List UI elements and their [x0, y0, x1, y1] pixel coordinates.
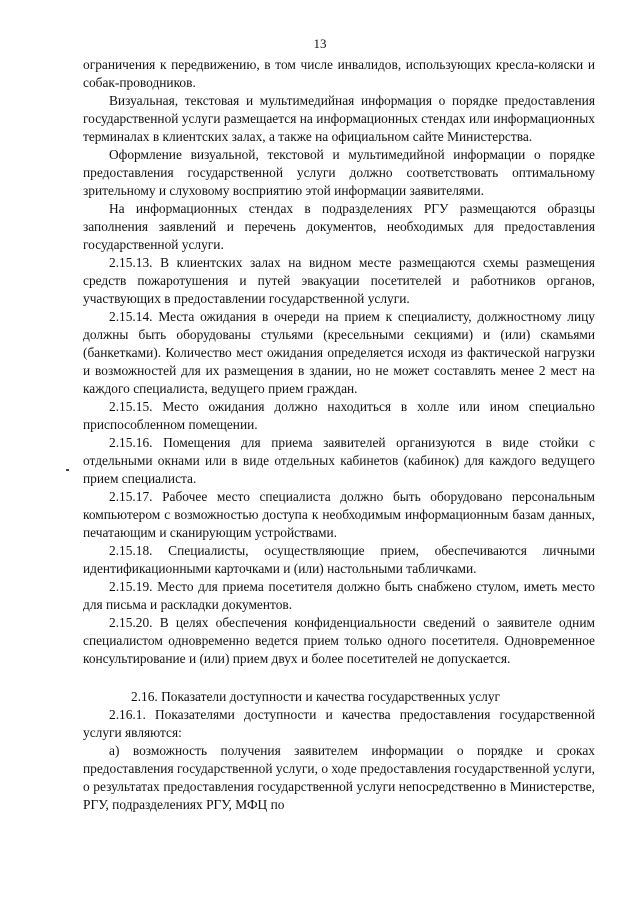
- page-number: 13: [313, 36, 327, 51]
- paragraph-2-15-19: 2.15.19. Место для приема посетителя должно быть снабжено стулом, иметь место для письма и раскладки документов.: [83, 579, 595, 612]
- paragraph-2-15-15: 2.15.15. Место ожидания должно находиться в холле или ином специально приспособленном помещении.: [83, 399, 595, 432]
- paragraph-2-15-14: 2.15.14. Места ожидания в очереди на прием к специалисту, должностному лицу должны быть оборудованы стульями (кресельными секциями) и (или) скамьями (банкетками). Количество мест ожидания определяется исходя из фактической нагрузки и возможностей для их размещения в здании, но не может составлять менее 2 мест на каждого специалиста, ведущего прием граждан.: [83, 309, 595, 396]
- paragraph-2-15-17: 2.15.17. Рабочее место специалиста должно быть оборудовано персональным компьютером с возможностью доступа к необходимым информационным базам данных, печатающим и сканирующим устройствами.: [83, 489, 595, 540]
- paragraph-info-design: Оформление визуальной, текстовой и мультимедийной информации о порядке предоставления государственной услуги должно соответствовать оптимальному зрительному и слуховому восприятию этой информации заявителями.: [83, 147, 595, 198]
- paragraph-continuation: ограничения к передвижению, в том числе инвалидов, использующих кресла-коляски и собак-проводников.: [83, 57, 595, 90]
- paragraph-info-stands: На информационных стендах в подразделениях РГУ размещаются образцы заполнения заявлений и перечень документов, необходимых для предоставления государственной услуги.: [83, 201, 595, 252]
- paragraph-2-16-1: 2.16.1. Показателями доступности и качества предоставления государственной услуги являются:: [83, 707, 595, 740]
- paragraph-2-15-13: 2.15.13. В клиентских залах на видном месте размещаются схемы размещения средств пожаротушения и путей эвакуации посетителей и работников органов, участвующих в предоставлении государственной услуги.: [83, 255, 595, 306]
- paragraph-2-15-16: 2.15.16. Помещения для приема заявителей организуются в виде стойки с отдельными окнами или в виде отдельных кабинетов (кабинок) для каждого ведущего прием специалиста.: [83, 435, 595, 486]
- paragraph-2-16-1-a: а) возможность получения заявителем информации о порядке и сроках предоставления государственной услуги, о ходе предоставления государственной услуги, о результатах предоставления государственной услуги непосредственно в Министерстве, РГУ, подразделениях РГУ, МФЦ по: [83, 743, 595, 812]
- document-body: [83, 56, 595, 814]
- paragraph-2-15-18: 2.15.18. Специалисты, осуществляющие прием, обеспечиваются личными идентификационными карточками и (или) настольными табличками.: [83, 543, 595, 576]
- paragraph-info-placement: Визуальная, текстовая и мультимедийная информация о порядке предоставления государственной услуги размещается на информационных стендах или информационных терминалах в клиентских залах, а также на официальном сайте Министерства.: [83, 93, 595, 144]
- section-heading: 2.16. Показатели доступности и качества государственных услуг: [131, 689, 501, 704]
- paragraph-2-15-20: 2.15.20. В целях обеспечения конфиденциальности сведений о заявителе одним специалистом одновременно ведется прием только одного посетителя. Одновременное консультирование и (или) прием двух и более посетителей не допускается.: [83, 615, 595, 666]
- margin-mark: [66, 469, 69, 471]
